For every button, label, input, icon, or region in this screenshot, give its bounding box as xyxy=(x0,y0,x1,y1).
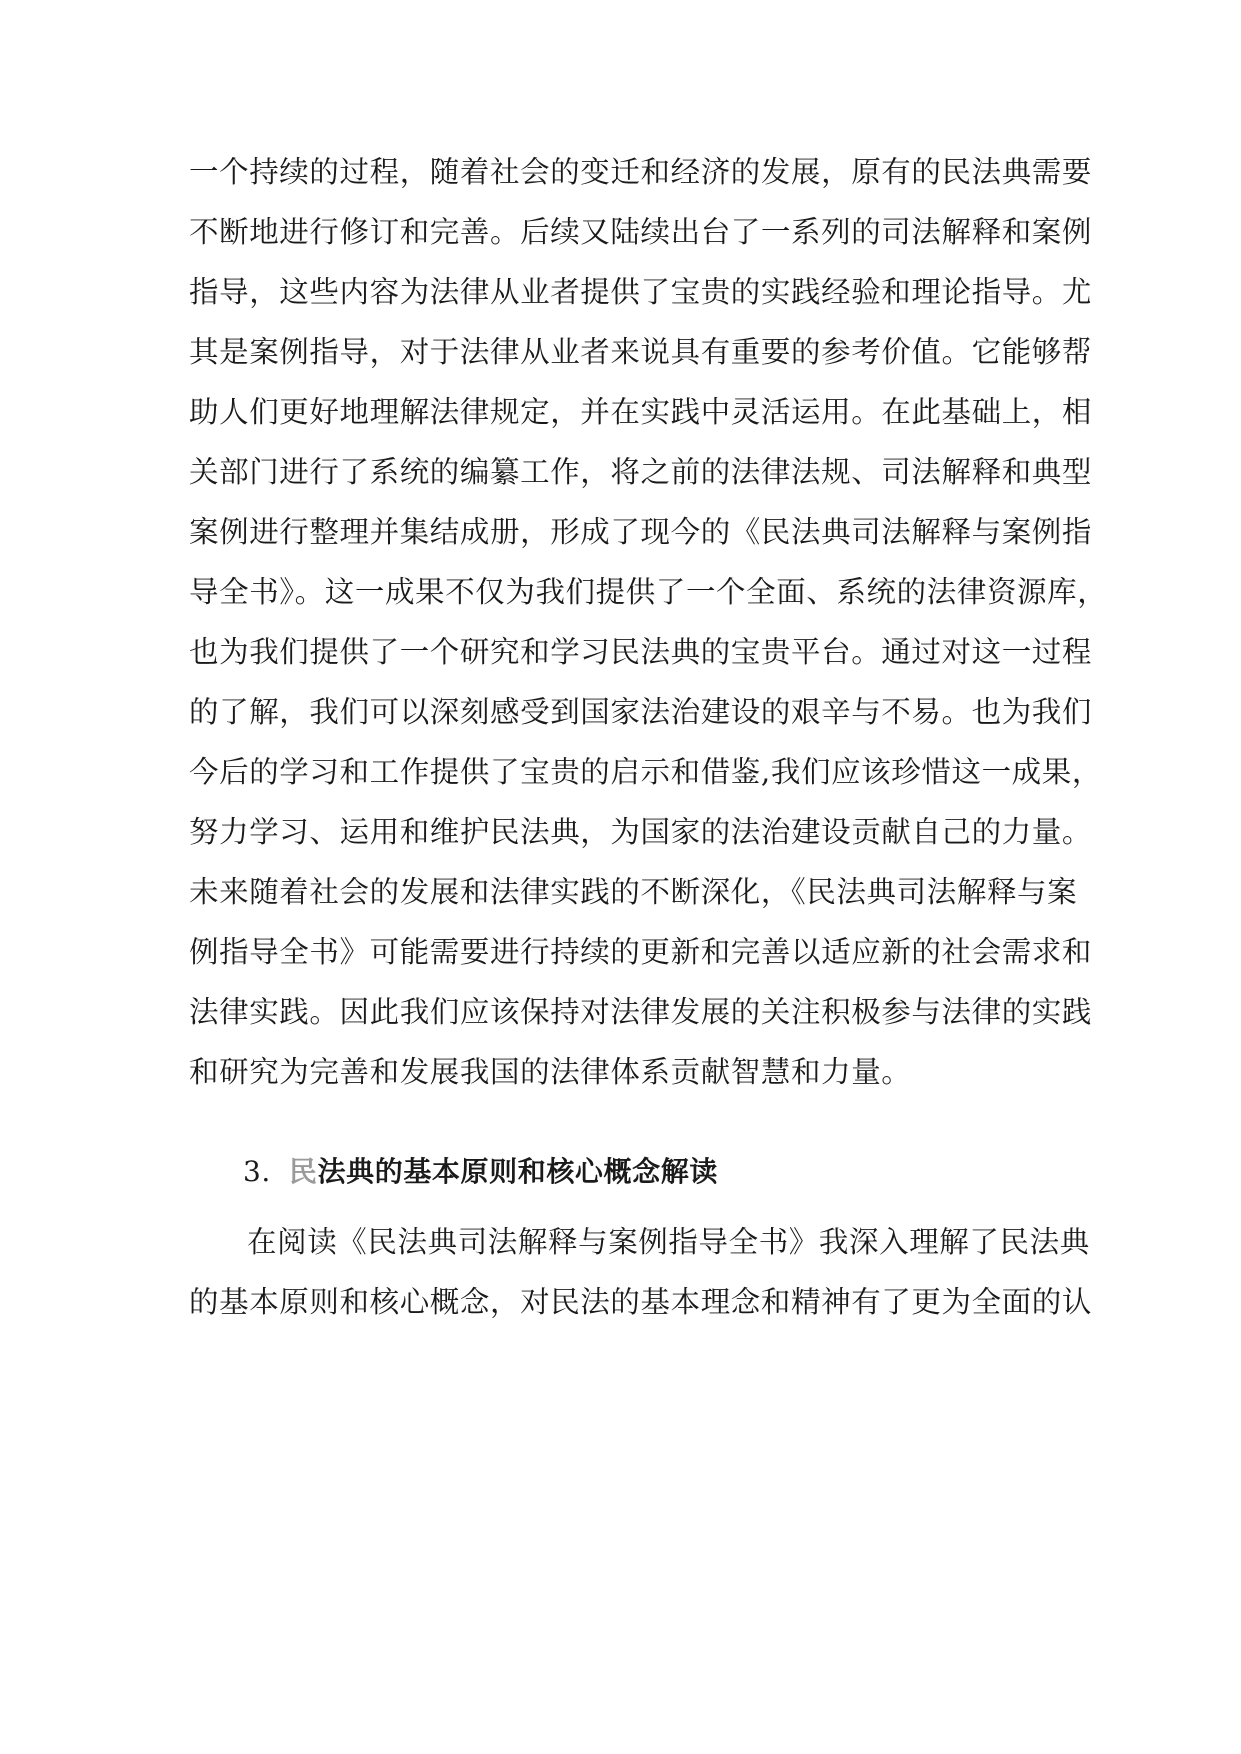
text-line: 的了解，我们可以深刻感受到国家法治建设的艰辛与不易。也为我们 xyxy=(189,695,1093,729)
text-line: 和研究为完善和发展我国的法律体系贡献智慧和力量。 xyxy=(189,1055,912,1089)
paragraph-2 xyxy=(189,1212,1093,1332)
text-line: 也为我们提供了一个研究和学习民法典的宝贵平台。通过对这一过程 xyxy=(189,635,1093,669)
text-line: 案例进行整理并集结成册，形成了现今的《民法典司法解释与案例指 xyxy=(189,515,1093,549)
text-line: 其是案例指导，对于法律从业者来说具有重要的参考价值。它能够帮 xyxy=(189,335,1093,369)
text-line: 例指导全书》可能需要进行持续的更新和完善以适应新的社会需求和 xyxy=(189,935,1093,969)
text-line: 不断地进行修订和完善。后续又陆续出台了一系列的司法解释和案例 xyxy=(189,215,1093,249)
section-heading-text: 法典的基本原则和核心概念解读 xyxy=(317,1155,718,1188)
text-line: 法律实践。因此我们应该保持对法律发展的关注积极参与法律的实践 xyxy=(189,995,1093,1029)
document-body xyxy=(189,142,1108,1332)
text-line: 在阅读《民法典司法解释与案例指导全书》我深入理解了民法典 xyxy=(247,1225,1090,1259)
text-line: 指导，这些内容为法律从业者提供了宝贵的实践经验和理论指导。尤 xyxy=(189,275,1093,309)
text-line: 关部门进行了系统的编纂工作，将之前的法律法规、司法解释和典型 xyxy=(189,455,1093,489)
text-line: 未来随着社会的发展和法律实践的不断深化，《民法典司法解释与案 xyxy=(189,875,1078,909)
text-line: 导全书》。这一成果不仅为我们提供了一个全面、系统的法律资源库， xyxy=(189,575,1108,609)
section-heading-first-char: 民 xyxy=(288,1155,318,1188)
text-line: 今后的学习和工作提供了宝贵的启示和借鉴,我们应该珍惜这一成果， xyxy=(189,755,1102,789)
paragraph-1 xyxy=(189,142,1108,1102)
text-line: 一个持续的过程，随着社会的变迁和经济的发展，原有的民法典需要 xyxy=(189,155,1093,189)
text-line: 努力学习、运用和维护民法典，为国家的法治建设贡献自己的力量。 xyxy=(189,815,1093,849)
text-line: 的基本原则和核心概念，对民法的基本理念和精神有了更为全面的认 xyxy=(189,1285,1093,1319)
section-number: 3. xyxy=(243,1155,271,1188)
text-line: 助人们更好地理解法律规定，并在实践中灵活运用。在此基础上，相 xyxy=(189,395,1093,429)
section-heading xyxy=(189,1142,1055,1202)
